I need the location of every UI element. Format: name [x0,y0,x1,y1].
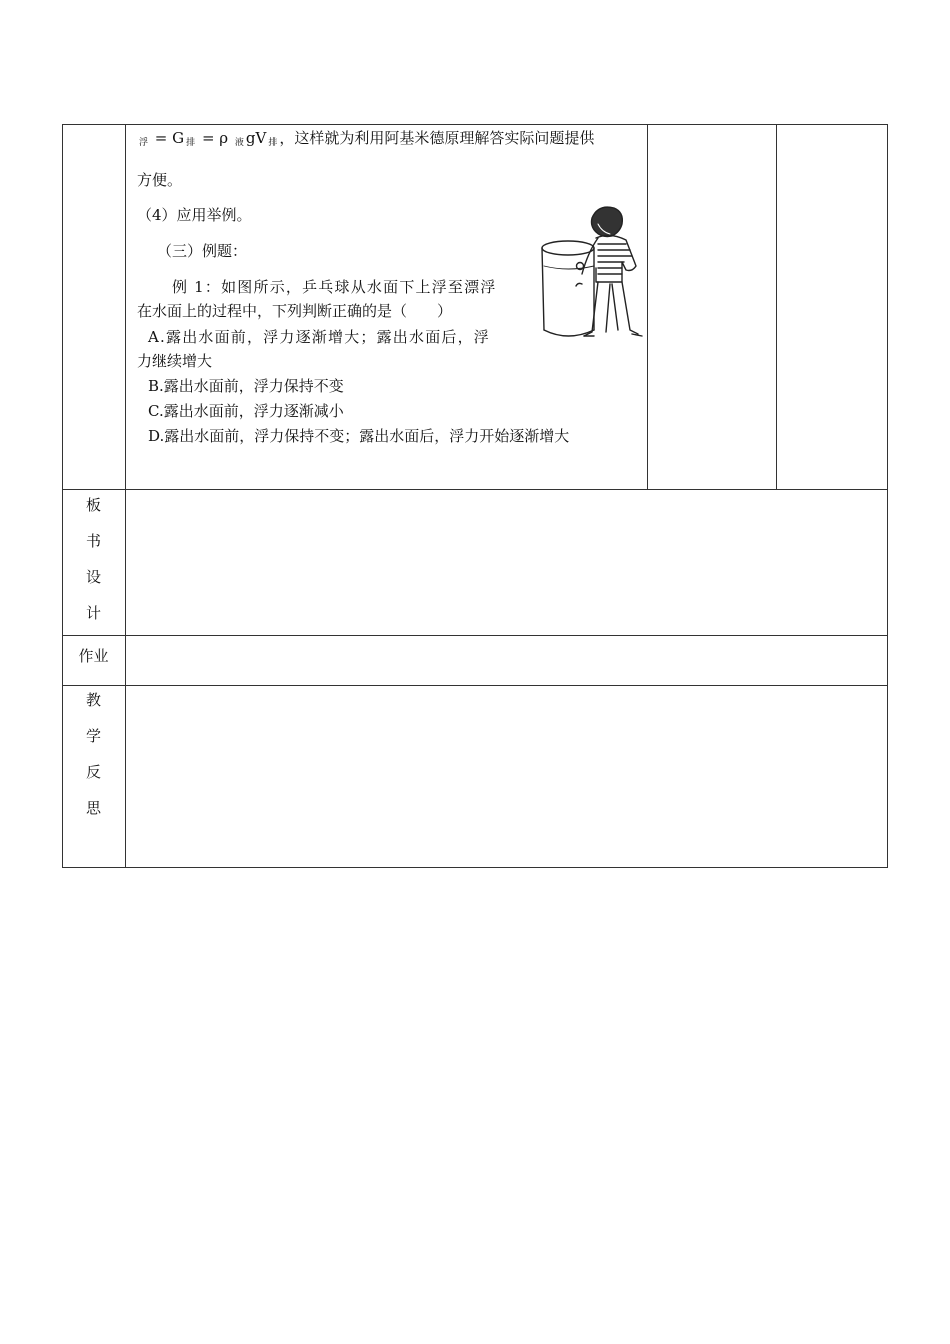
table-border-top [62,124,888,125]
formula-eq-2: = [201,129,215,147]
board-design-label-2: 书 [85,532,101,550]
homework-label: 作业 [78,647,109,665]
row-divider-reflection [62,685,888,686]
example-1-line-1: 例 1：如图所示，乒乓球从水面下上浮至漂浮 [172,278,497,296]
formula-sub-ye: 液 [234,138,244,148]
reflection-label-3: 反 [85,763,101,781]
formula-gv: gV [245,129,267,147]
item-4-heading: （4）应用举例。 [137,206,252,224]
content-column-divider-2 [776,124,777,490]
option-c: C.露出水面前，浮力逐渐减小 [148,402,344,420]
formula-rho: ρ [219,129,229,147]
label-column-divider [125,124,126,868]
formula-line-tail: ，这样就为利用阿基米德原理解答实际问题提供 [279,129,595,147]
board-design-label-4: 计 [85,604,101,622]
formula-line [137,128,594,153]
table-border-bottom [62,867,888,868]
board-design-label-1: 板 [85,496,101,514]
formula-eq-1: = [154,129,168,147]
formula-sub-pai-1: 排 [186,138,196,148]
formula-sub-fu: 浮 [139,138,149,148]
reflection-label-2: 学 [85,727,101,745]
paragraph-line-2: 方便。 [137,171,183,189]
option-d: D.露出水面前，浮力保持不变；露出水面后，浮力开始逐渐增大 [148,427,570,445]
table-border-right [887,124,888,868]
formula-sub-pai-2: 排 [268,138,278,148]
option-a-line-1: A.露出水面前，浮力逐渐增大；露出水面后，浮 [148,328,491,346]
reflection-label-4: 思 [85,799,101,817]
row-divider-homework [62,635,888,636]
row-divider-board [62,489,888,490]
example-1-line-2: 在水面上的过程中，下列判断正确的是（ ） [137,302,453,320]
formula-g: G [172,129,185,147]
section-3-heading: （三）例题： [157,242,248,260]
reflection-label-1: 教 [85,691,101,709]
option-a-line-2: 力继续增大 [137,352,213,370]
option-b: B.露出水面前，浮力保持不变 [148,377,344,395]
board-design-label-3: 设 [85,568,101,586]
ping-pong-water-illustration [540,202,648,348]
